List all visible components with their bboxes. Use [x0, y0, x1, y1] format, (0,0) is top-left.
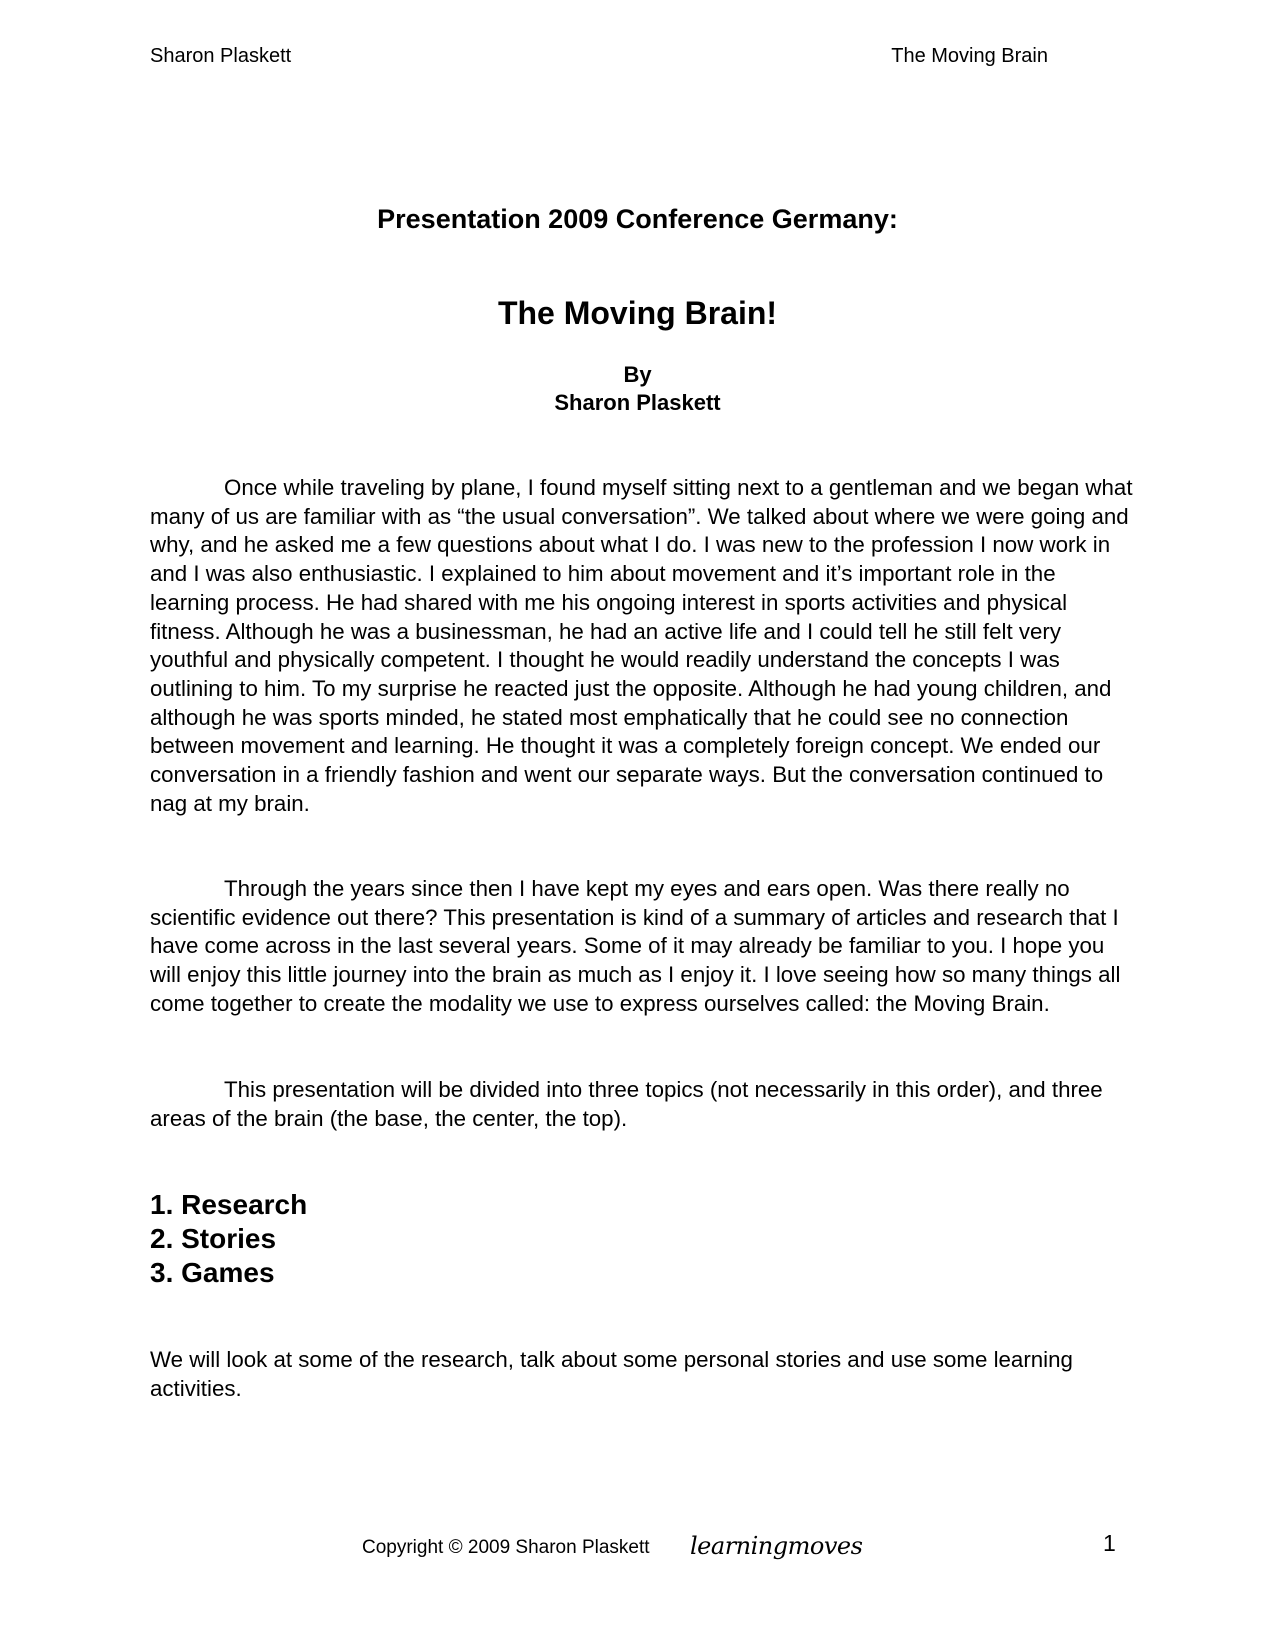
topic-item-research: 1. Research [150, 1189, 308, 1220]
byline-by: By [623, 362, 652, 387]
footer-copyright: Copyright © 2009 Sharon Plaskett [362, 1537, 650, 1558]
paragraph-text: Through the years since then I have kept my eyes and ears open. Was there really no scientific evidence out there? This presentation is kind of a summary of articles and research that I have come across in the last several years. Some of it may already be familiar to you. I hope you will enjoy this little journey into the brain as much as I enjoy it. I love seeing how so many things all come together to create the modality we use to express ourselves called: the Moving Brain. [150, 876, 1121, 1016]
body-paragraph-2 [150, 875, 1135, 1019]
topic-list [150, 1188, 307, 1290]
conference-title: Presentation 2009 Conference Germany: [377, 204, 898, 234]
byline [0, 361, 1275, 417]
topic-item-games: 3. Games [150, 1257, 275, 1288]
closing-paragraph: We will look at some of the research, talk about some personal stories and use some learning activities. [150, 1347, 1073, 1401]
body-paragraph-1 [150, 474, 1135, 818]
footer-brand-logo: learningmoves [690, 1532, 863, 1560]
paragraph-text: Once while traveling by plane, I found myself sitting next to a gentleman and we began what many of us are familiar with as “the usual conversation”. We talked about where we were going and why, and he asked me a few questions about what I do. I was new to the profession I now work in and I was also enthusiastic. I explained to him about movement and it’s important role in the learning process. He had shared with me his ongoing interest in sports activities and physical fitness. Although he was a businessman, he had an active life and I could tell he still felt very youthful and physically competent. I thought he would readily understand the concepts I was outlining to him. To my surprise he reacted just the opposite. Although he had young children, and although he was sports minded, he stated most emphatically that he could see no connection between movement and learning. He thought it was a completely foreign concept. We ended our conversation in a friendly fashion and went our separate ways. But the conversation continued to nag at my brain. [150, 475, 1133, 816]
paragraph-text: This presentation will be divided into three topics (not necessarily in this order), and three areas of the brain (the base, the center, the top). [150, 1077, 1103, 1131]
page-number: 1 [1103, 1530, 1116, 1556]
header-author: Sharon Plaskett [150, 45, 292, 67]
byline-author: Sharon Plaskett [554, 390, 721, 415]
body-paragraph-3 [150, 1076, 1135, 1133]
topic-item-stories: 2. Stories [150, 1223, 277, 1254]
header-doc-title: The Moving Brain [891, 45, 1048, 67]
page-title: The Moving Brain! [497, 295, 778, 331]
